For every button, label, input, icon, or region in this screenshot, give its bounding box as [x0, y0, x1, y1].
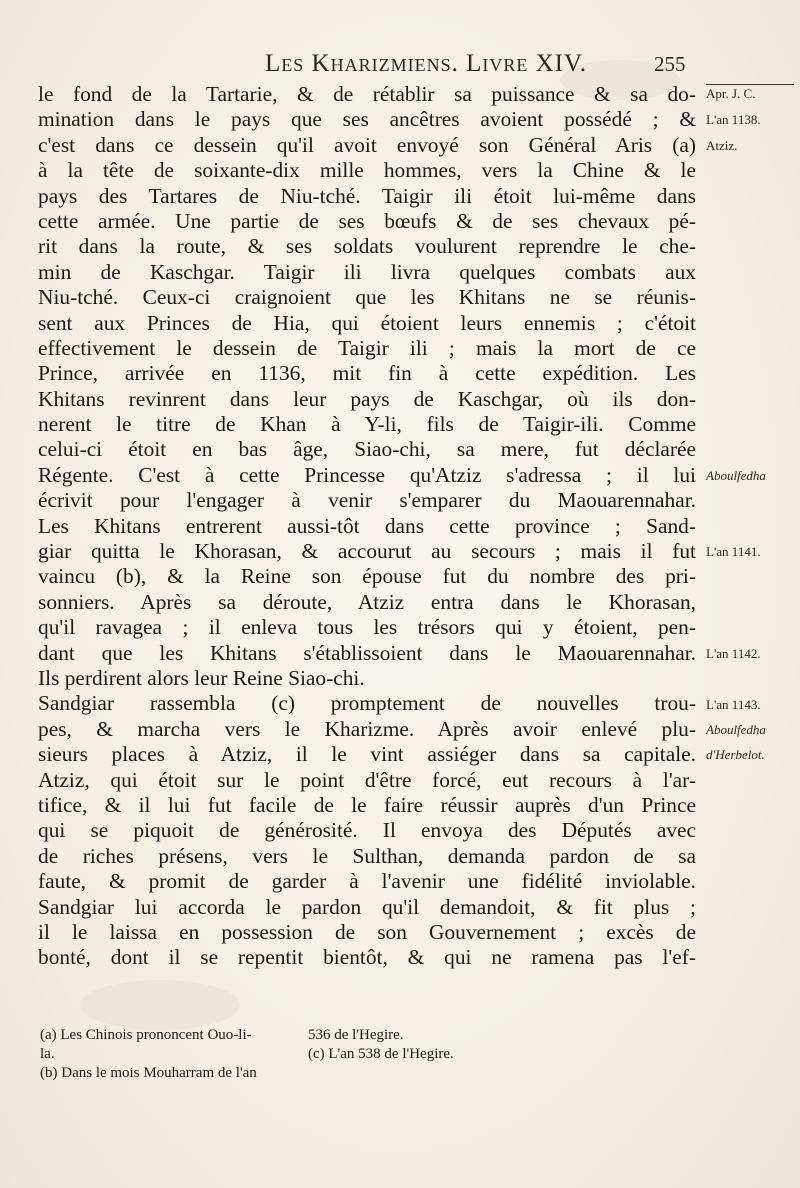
- footnote-line: 536 de l'Hegire.: [308, 1027, 404, 1043]
- margin-note-text: L'an 1138.: [706, 112, 761, 128]
- footnotes: [40, 1026, 690, 1086]
- margin-note-text: Aboulfedha: [706, 722, 766, 737]
- footnote-line: (c) L'an 538 de l'Hegire.: [308, 1046, 454, 1062]
- page-number: 255: [654, 52, 686, 76]
- margin-note-text: L'an 1143.: [706, 696, 761, 712]
- paper-stain: [80, 980, 240, 1030]
- text-line: écrivit pour l'engager à venir s'emparer du Maouarennahar.: [38, 488, 696, 513]
- text-line: Niu-tché. Ceux-ci craignoient que les Khitans ne se réunis-: [38, 285, 696, 310]
- text-line: à la tête de soixante-dix mille hommes, vers la Chine & le: [38, 158, 696, 183]
- text-line: c'est dans ce dessein qu'il avoit envoyé son Général Aris (a): [38, 132, 696, 157]
- margin-note-text: L'an 1142.: [706, 645, 761, 661]
- margin-note: [706, 84, 796, 101]
- text-line: cette armée. Une partie de ses bœufs & de ses chevaux pé-: [38, 208, 696, 233]
- margin-rule: [706, 84, 794, 85]
- text-line: pes, & marcha vers le Kharizme. Après avoir enlevé plu-: [38, 716, 696, 741]
- footnotes-left-column: [40, 1026, 280, 1083]
- text-line: min de Kaschgar. Taigir ili livra quelques combats aux: [38, 259, 696, 284]
- margin-note-text: d'Herbelot.: [706, 747, 765, 763]
- text-line: Atziz, qui étoit sur le point d'être forcé, eut recours à l'ar-: [38, 767, 696, 792]
- text-line: Les Khitans entrerent aussi-tôt dans cette province ; Sand-: [38, 513, 696, 538]
- margin-note: [706, 469, 796, 483]
- footnote-line: (b) Dans le mois Mouharram de l'an: [40, 1065, 257, 1081]
- margin-note: [706, 139, 796, 153]
- text-line: le fond de la Tartarie, & de rétablir sa puissance & sa do-: [38, 82, 696, 106]
- text-line: effectivement le dessein de Taigir ili ; mais la mort de ce: [38, 335, 696, 360]
- text-line: sent aux Princes de Hia, qui étoient leurs ennemis ; c'étoit: [38, 310, 696, 335]
- footnote-line: (a) Les Chinois prononcent Ouo-li-: [40, 1027, 252, 1043]
- margin-note: [706, 748, 796, 762]
- text-line: Ils perdirent alors leur Reine Siao-chi.: [38, 665, 365, 690]
- text-line: mination dans le pays que ses ancêtres avoient possédé ; &: [38, 107, 696, 132]
- margin-note: [706, 545, 796, 559]
- margin-note-text: Apr. J. C.: [706, 86, 756, 101]
- text-line: dant que les Khitans s'établissoient dans le Maouarennahar.: [38, 640, 696, 665]
- text-line: il le laissa en possession de son Gouvernement ; excès de: [38, 919, 696, 944]
- margin-note: [706, 723, 796, 737]
- text-line: Régente. C'est à cette Princesse qu'Atziz s'adressa ; il lui: [38, 462, 696, 487]
- text-line: sonniers. Après sa déroute, Atziz entra dans le Khorasan,: [38, 589, 696, 614]
- text-line: rit dans la route, & ses soldats voulurent reprendre le che-: [38, 234, 696, 259]
- text-line: nerent le titre de Khan à Y-li, fils de Taigir-ili. Comme: [38, 412, 696, 437]
- margin-note-text: Atziz.: [706, 137, 738, 153]
- text-line: Khitans revinrent dans leur pays de Kaschgar, où ils don-: [38, 386, 696, 411]
- text-line: Sandgiar rassembla (c) promptement de nouvelles trou-: [38, 691, 696, 716]
- margin-note-text: L'an 1141.: [706, 544, 761, 560]
- footnote-line: la.: [40, 1046, 55, 1062]
- text-line: Sandgiar lui accorda le pardon qu'il demandoit, & fit plus ;: [38, 894, 696, 919]
- text-line: vaincu (b), & la Reine son épouse fut du nombre des pri-: [38, 564, 696, 589]
- margin-note: [706, 647, 796, 661]
- text-line: Prince, arrivée en 1136, mit fin à cette expédition. Les: [38, 361, 696, 386]
- text-line: bonté, dont il se repentit bientôt, & qui ne ramena pas l'ef-: [38, 945, 696, 970]
- margin-note: [706, 113, 796, 127]
- margin-note: [706, 698, 796, 712]
- text-line: sieurs places à Atziz, il le vint assiéger dans sa capitale.: [38, 742, 696, 767]
- text-line: de riches présens, vers le Sulthan, demanda pardon de sa: [38, 843, 696, 868]
- margin-note-text: Aboulfedha: [706, 468, 766, 483]
- text-line: qui se piquoit de générosité. Il envoya des Députés avec: [38, 818, 696, 843]
- running-head: [0, 50, 800, 84]
- body-text: [38, 82, 696, 971]
- footnotes-right-column: [308, 1026, 568, 1064]
- text-line: faute, & promit de garder à l'avenir une fidélité inviolable.: [38, 869, 696, 894]
- text-line: pays des Tartares de Niu-tché. Taigir ili étoit lui-même dans: [38, 183, 696, 208]
- text-line: tifice, & il lui fut facile de le faire réussir auprès d'un Prince: [38, 792, 696, 817]
- text-line: celui-ci étoit en bas âge, Siao-chi, sa mere, fut déclarée: [38, 437, 696, 462]
- text-line: giar quitta le Khorasan, & accourut au secours ; mais il fut: [38, 539, 696, 564]
- text-line: qu'il ravagea ; il enleva tous les trésors qui y étoient, pen-: [38, 615, 696, 640]
- running-head-title: Les Kharizmiens. Livre XIV.: [265, 50, 588, 77]
